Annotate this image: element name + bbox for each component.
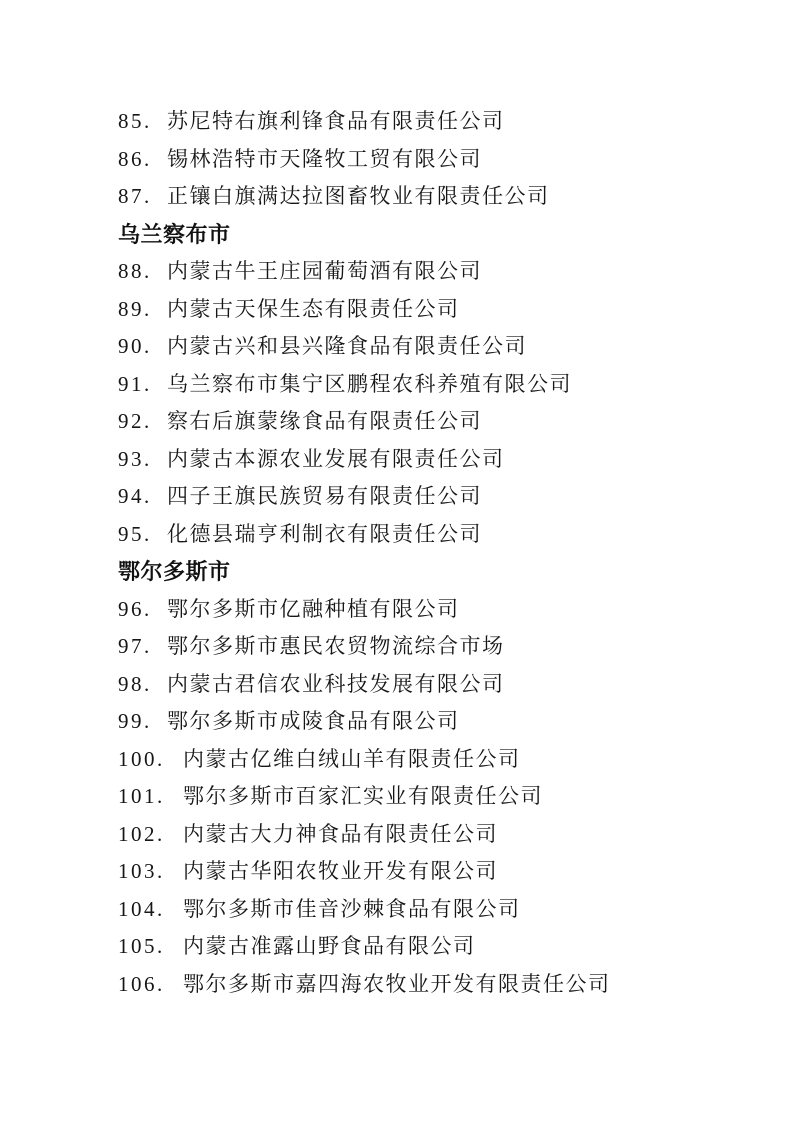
- company-list: [118, 103, 683, 1003]
- company-name: 鄂尔多斯市惠民农贸物流综合市场: [167, 634, 505, 658]
- item-number: 94.: [118, 484, 152, 508]
- list-item: [118, 741, 683, 779]
- list-item: [118, 291, 683, 329]
- company-name: 内蒙古君信农业科技发展有限公司: [167, 671, 505, 696]
- city-header: [118, 216, 683, 254]
- list-item: [118, 666, 683, 704]
- item-number: 104.: [118, 896, 165, 921]
- list-item: [118, 816, 683, 854]
- list-item: [118, 778, 683, 816]
- company-name: 四子王旗民族贸易有限责任公司: [167, 484, 482, 508]
- company-name: 内蒙古华阳农牧业开发有限公司: [183, 859, 498, 883]
- company-name: 内蒙古大力神食品有限责任公司: [183, 821, 498, 846]
- list-item: [118, 441, 683, 479]
- list-item: [118, 928, 683, 966]
- company-name: 内蒙古准露山野食品有限公司: [183, 934, 476, 958]
- company-name: 鄂尔多斯市百家汇实业有限责任公司: [183, 784, 543, 808]
- list-item: [118, 141, 683, 179]
- company-name: 锡林浩特市天隆牧工贸有限公司: [167, 146, 482, 171]
- city-header: [118, 553, 683, 591]
- item-number: 98.: [118, 671, 152, 696]
- company-name: 鄂尔多斯市亿融种植有限公司: [167, 596, 460, 621]
- list-item: [118, 891, 683, 929]
- item-number: 86.: [118, 146, 152, 171]
- list-item: [118, 478, 683, 516]
- item-number: 85.: [118, 109, 152, 133]
- item-number: 91.: [118, 371, 152, 396]
- list-item: [118, 103, 683, 141]
- list-item: [118, 403, 683, 441]
- company-name: 内蒙古天保生态有限责任公司: [167, 296, 460, 321]
- item-number: 97.: [118, 634, 152, 658]
- company-name: 内蒙古兴和县兴隆食品有限责任公司: [167, 334, 527, 358]
- company-name: 苏尼特右旗利锋食品有限责任公司: [167, 109, 505, 133]
- list-item: [118, 178, 683, 216]
- list-item: [118, 628, 683, 666]
- list-item: [118, 853, 683, 891]
- list-item: [118, 516, 683, 554]
- company-name: 正镶白旗满达拉图畜牧业有限责任公司: [167, 184, 550, 208]
- list-item: [118, 966, 683, 1004]
- item-number: 90.: [118, 334, 152, 358]
- item-number: 103.: [118, 859, 165, 883]
- company-name: 内蒙古本源农业发展有限责任公司: [167, 446, 505, 471]
- item-number: 92.: [118, 409, 152, 433]
- item-number: 105.: [118, 934, 165, 958]
- list-item: [118, 366, 683, 404]
- item-number: 106.: [118, 971, 165, 996]
- company-name: 乌兰察布市集宁区鹏程农科养殖有限公司: [167, 371, 572, 396]
- item-number: 88.: [118, 259, 152, 283]
- item-number: 95.: [118, 521, 152, 546]
- item-number: 96.: [118, 596, 152, 621]
- item-number: 100.: [118, 746, 165, 771]
- company-name: 内蒙古亿维白绒山羊有限责任公司: [183, 746, 521, 771]
- item-number: 87.: [118, 184, 152, 208]
- company-name: 鄂尔多斯市嘉四海农牧业开发有限责任公司: [183, 971, 611, 996]
- item-number: 99.: [118, 709, 152, 733]
- company-name: 内蒙古牛王庄园葡萄酒有限公司: [167, 259, 482, 283]
- list-item: [118, 703, 683, 741]
- company-name: 鄂尔多斯市佳音沙棘食品有限公司: [183, 896, 521, 921]
- list-item: [118, 253, 683, 291]
- item-number: 101.: [118, 784, 165, 808]
- item-number: 102.: [118, 821, 165, 846]
- item-number: 93.: [118, 446, 152, 471]
- list-item: [118, 328, 683, 366]
- city-header-label: 鄂尔多斯市: [118, 559, 231, 584]
- company-name: 化德县瑞亨利制衣有限责任公司: [167, 521, 482, 546]
- company-name: 鄂尔多斯市成陵食品有限公司: [167, 709, 460, 733]
- city-header-label: 乌兰察布市: [118, 221, 231, 247]
- company-name: 察右后旗蒙缘食品有限责任公司: [167, 409, 482, 433]
- list-item: [118, 591, 683, 629]
- item-number: 89.: [118, 296, 152, 321]
